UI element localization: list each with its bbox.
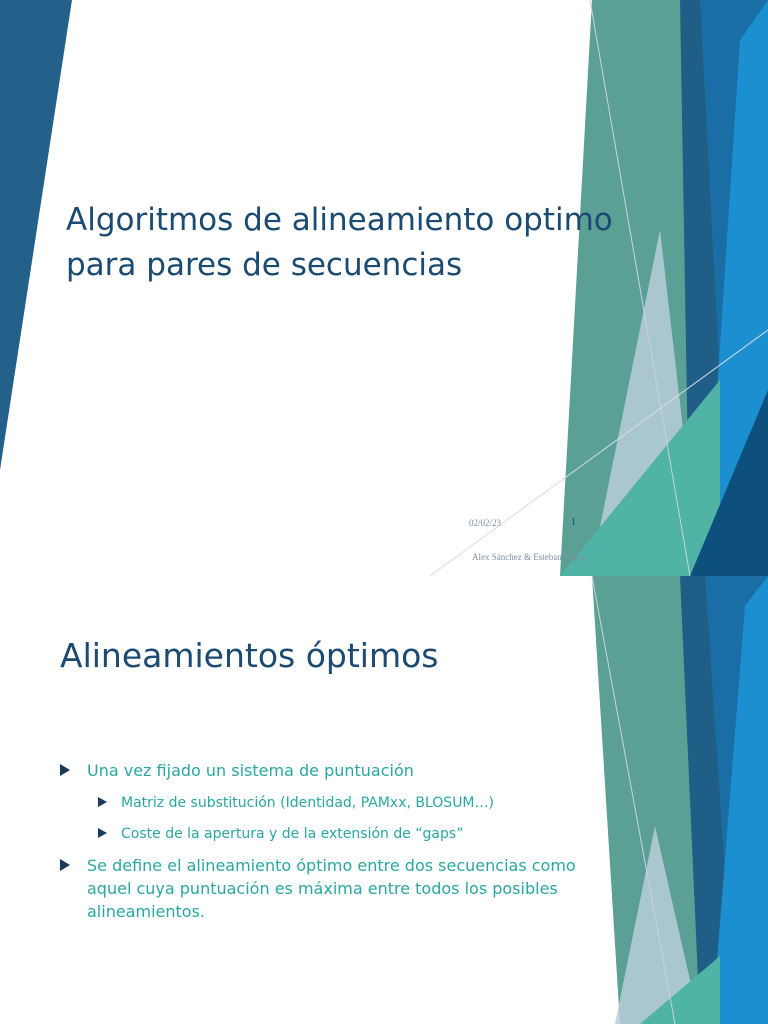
footer-date: 02/02/23 — [469, 518, 502, 528]
left-band-shape — [0, 0, 72, 470]
sub-bullet-item — [98, 823, 580, 845]
slide-title: Alineamientos óptimos — [60, 636, 439, 675]
bullet-text: Una vez fijado un sistema de puntuación — [87, 761, 414, 780]
bullet-arrow-icon — [98, 797, 107, 807]
content-slide — [0, 576, 768, 1024]
bullet-text: Se define el alineamiento óptimo entre dos secuencias como aquel cuya puntuación es máxima entre todos los posibles alineamientos. — [87, 856, 576, 921]
slide-title — [66, 198, 686, 288]
page-number: 1 — [571, 517, 576, 528]
title-line-1: Algoritmos de alineamiento optimo — [66, 202, 613, 238]
bullet-arrow-icon — [98, 828, 107, 838]
footer-author: Alex Sánchez & Esteban Vegas — [472, 552, 586, 562]
sub-bullet-text: Matriz de substitución (Identidad, PAMxx, BLOSUM…) — [121, 795, 494, 811]
sub-bullet-text: Coste de la apertura y de la extensión de “gaps” — [121, 826, 464, 842]
bullet-arrow-icon — [60, 764, 70, 776]
sub-bullet-item — [98, 792, 580, 814]
bullet-arrow-icon — [60, 859, 70, 871]
bullet-item — [60, 854, 580, 923]
bullet-item — [60, 759, 580, 782]
title-line-2: para pares de secuencias — [66, 247, 463, 283]
bullet-list — [60, 759, 580, 933]
